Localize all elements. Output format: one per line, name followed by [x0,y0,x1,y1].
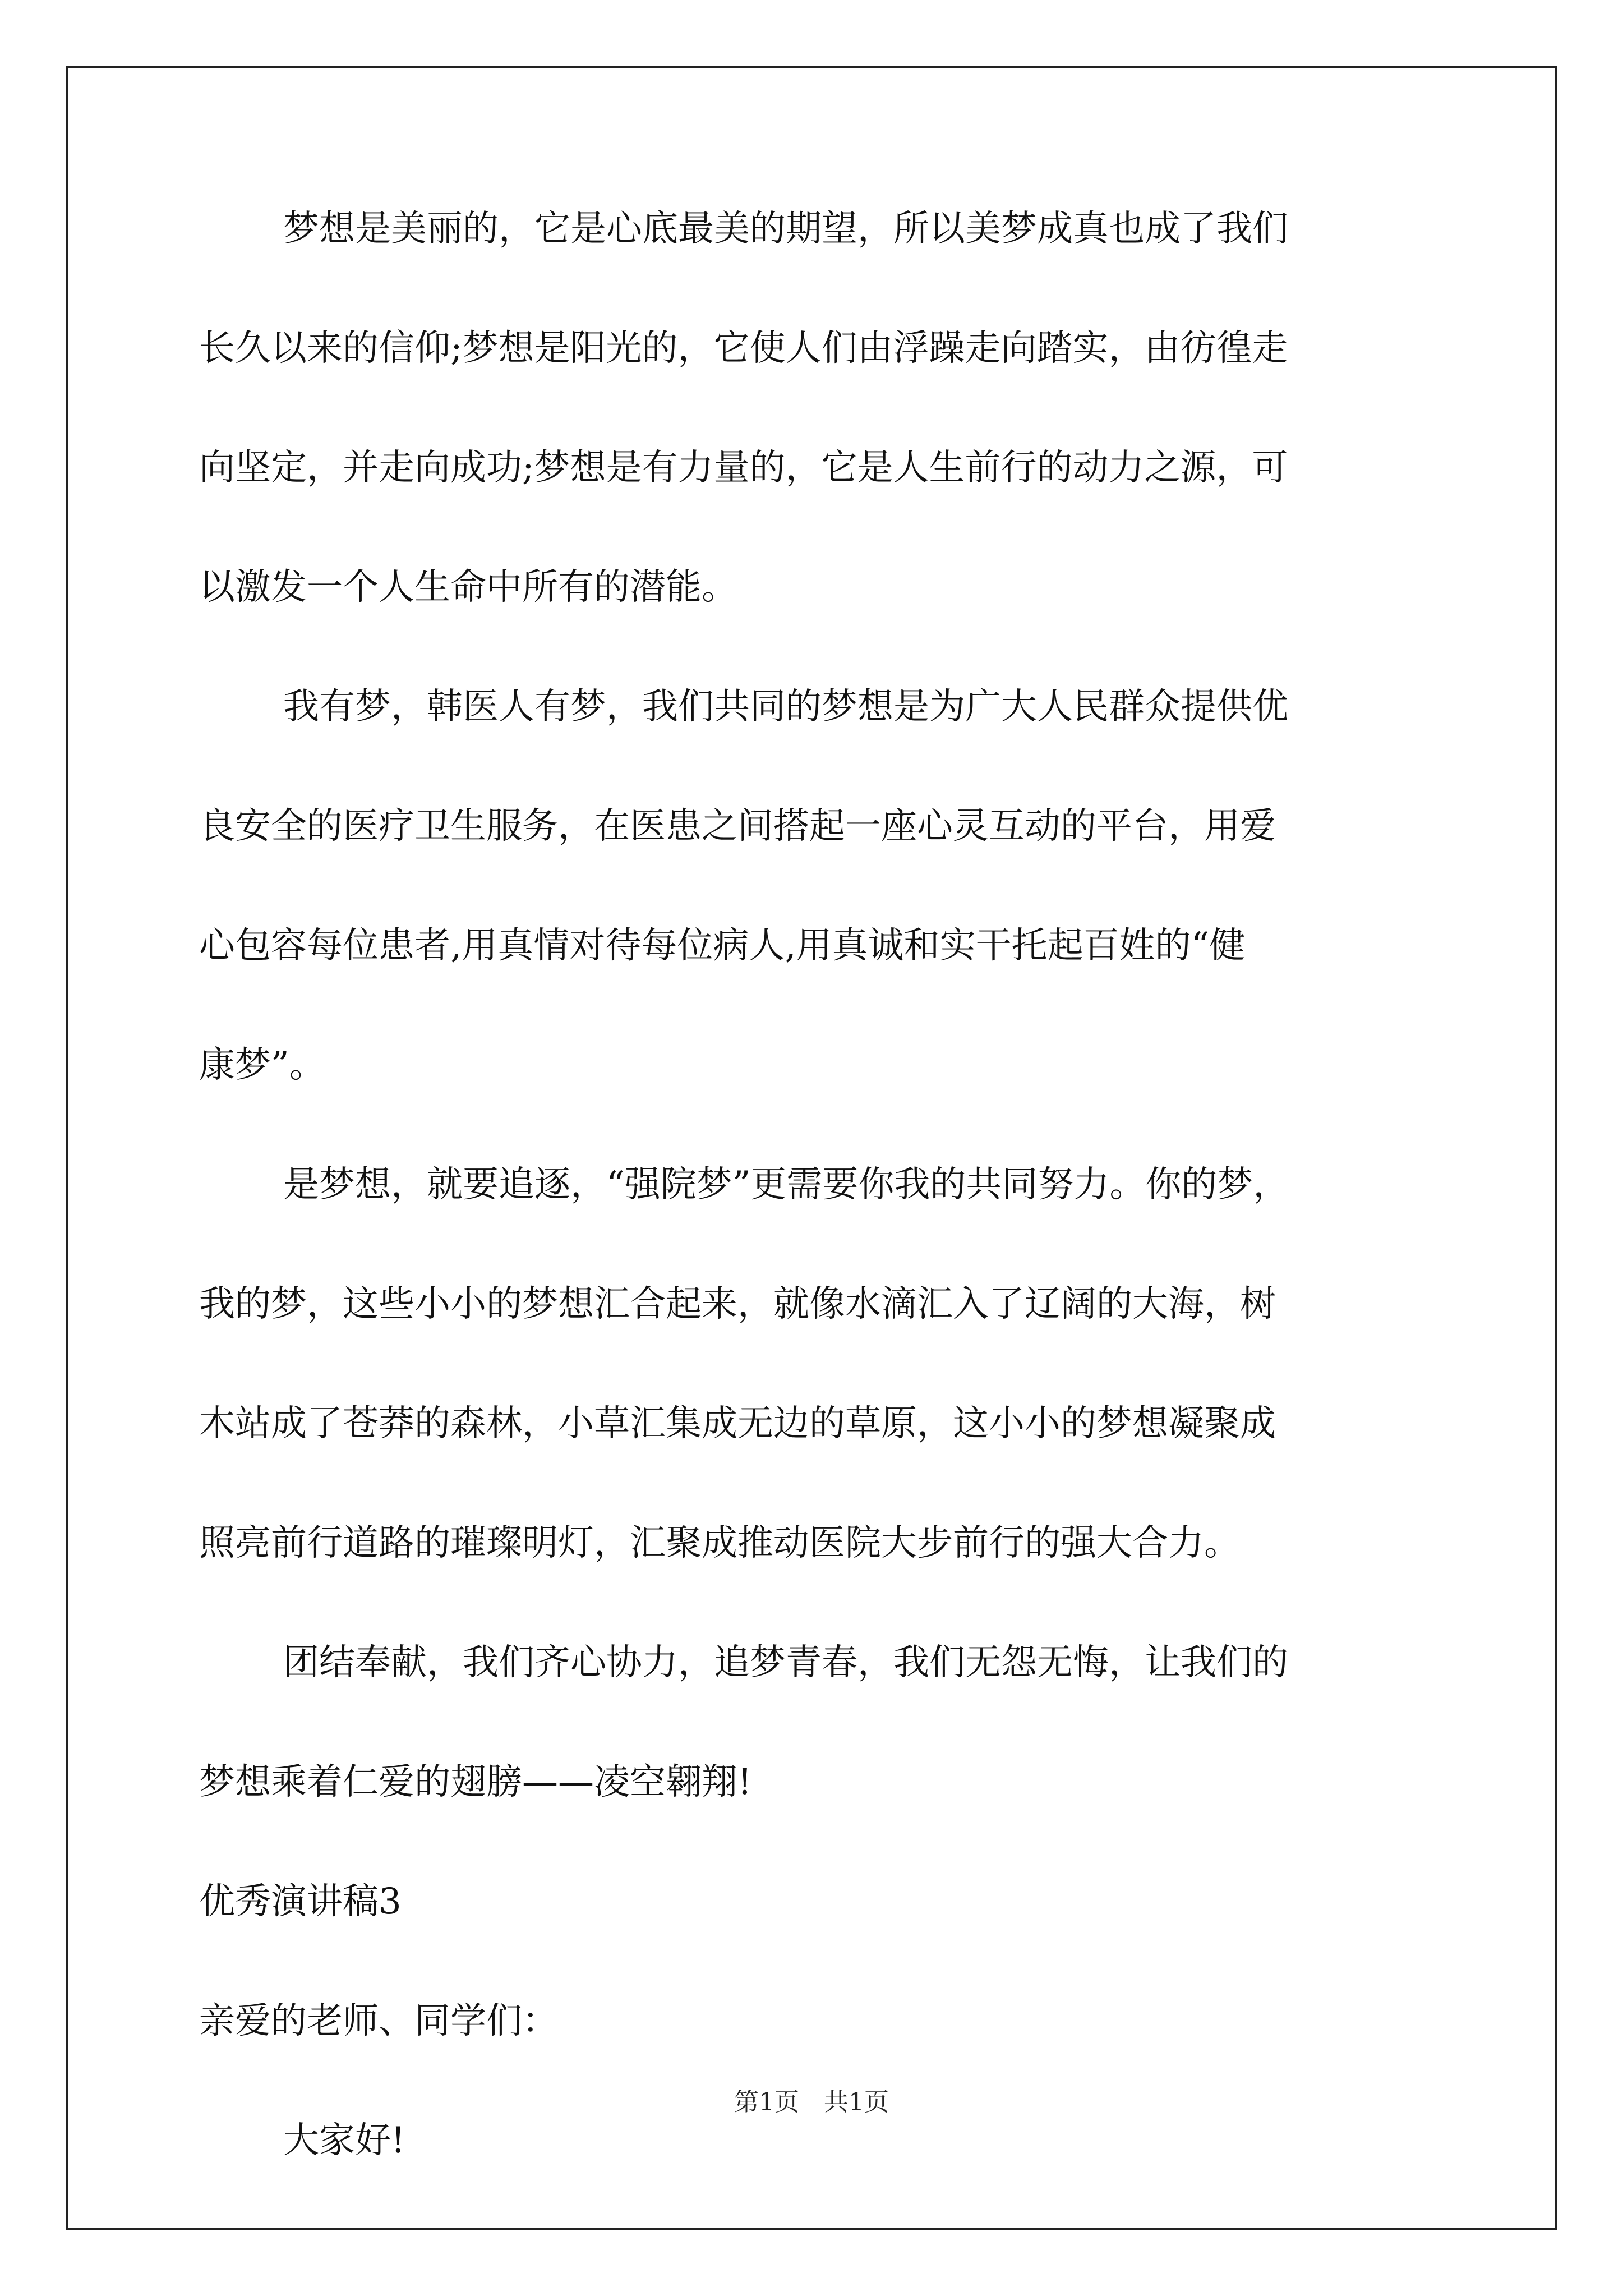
paragraph-3-line-3: 木站成了苍莽的森林，小草汇集成无边的草原，这小小的梦想凝聚成 [199,1403,1276,1444]
salutation: 亲爱的老师、同学们： [199,2000,558,2042]
paragraph-3-line-4: 照亮前行道路的璀璨明灯，汇聚成推动医院大步前行的强大合力。 [199,1522,1240,1564]
paragraph-3-line-1: 是梦想，就要追逐，“强院梦”更需要你我的共同努力。你的梦， [283,1164,1289,1205]
paragraph-2-line-3: 心包容每位患者,用真情对待每位病人,用真诚和实干托起百姓的“健 [199,925,1246,967]
paragraph-1-line-3: 向坚定，并走向成功;梦想是有力量的，它是人生前行的动力之源，可 [199,447,1288,489]
paragraph-1-line-1: 梦想是美丽的，它是心底最美的期望，所以美梦成真也成了我们 [283,208,1288,250]
paragraph-1-line-2: 长久以来的信仰;梦想是阳光的，它使人们由浮躁走向踏实，由彷徨走 [199,328,1288,369]
paragraph-4-line-2: 梦想乘着仁爱的翅膀——凌空翱翔! [199,1761,752,1803]
paragraph-4-line-1: 团结奉献，我们齐心协力，追梦青春，我们无怨无悔，让我们的 [283,1642,1288,1683]
paragraph-1-line-4: 以激发一个人生命中所有的潜能。 [199,567,737,608]
section-heading: 优秀演讲稿3 [199,1881,402,1922]
paragraph-2-line-2: 良安全的医疗卫生服务，在医患之间搭起一座心灵互动的平台，用爱 [199,806,1276,847]
page-number-footer: 第1页 共1页 [734,2088,889,2116]
paragraph-2-line-1: 我有梦，韩医人有梦，我们共同的梦想是为广大人民群众提供优 [283,686,1288,728]
paragraph-2-line-4: 康梦”。 [199,1045,325,1086]
paragraph-3-line-2: 我的梦，这些小小的梦想汇合起来，就像水滴汇入了辽阔的大海，树 [199,1283,1276,1325]
greeting: 大家好! [283,2120,405,2161]
